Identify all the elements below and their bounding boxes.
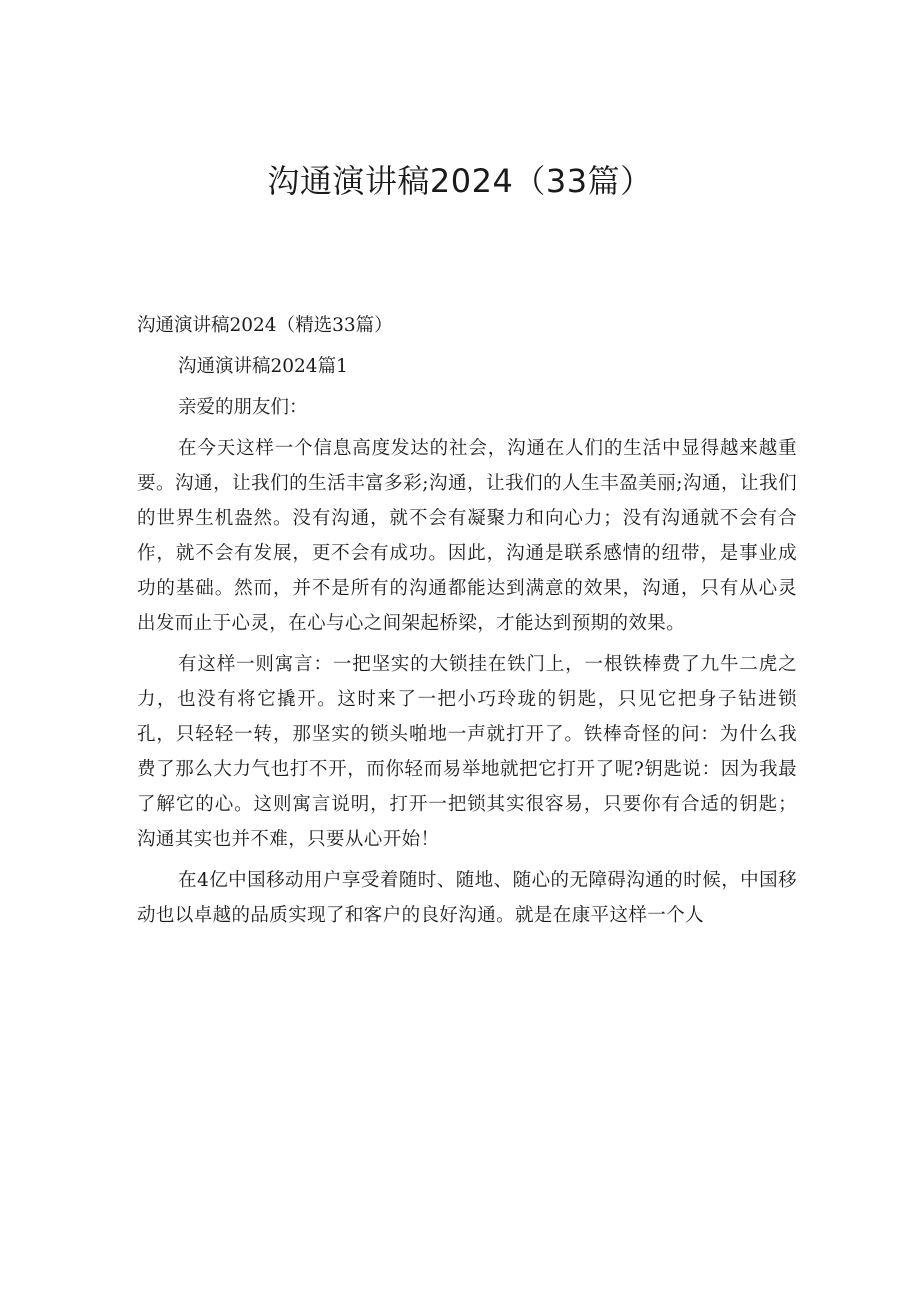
document-title: 沟通演讲稿2024（33篇） [267, 162, 653, 200]
paragraph-3: 在4亿中国移动用户享受着随时、随地、随心的无障碍沟通的时候，中国移动也以卓越的品质实现了和客户的良好沟通。就是在康平这样一个人 [137, 870, 797, 926]
paragraph-2: 有这样一则寓言：一把坚实的大锁挂在铁门上，一根铁棒费了九牛二虎之力，也没有将它撬开。这时来了一把小巧玲珑的钥匙，只见它把身子钻进锁孔，只轻轻一转，那坚实的锁头啪地一声就打开了。铁棒奇怪的问：为什么我费了那么大力气也打不开，而你轻而易举地就把它打开了呢?钥匙说：因为我最了解它的心。这则寓言说明，打开一把锁其实很容易，只要你有合适的钥匙；沟通其实也并不难，只要从心开始！ [137, 654, 797, 850]
greeting: 亲爱的朋友们： [178, 397, 308, 418]
document-body [137, 308, 797, 939]
document-subtitle: 沟通演讲稿2024（精选33篇） [137, 315, 393, 336]
paragraph-1: 在今天这样一个信息高度发达的社会，沟通在人们的生活中显得越来越重要。沟通，让我们的生活丰富多彩;沟通，让我们的人生丰盈美丽;沟通，让我们的世界生机盎然。没有沟通，就不会有凝聚力和向心力；没有沟通就不会有合作，就不会有发展，更不会有成功。因此，沟通是联系感情的纽带，是事业成功的基础。然而，并不是所有的沟通都能达到满意的效果，沟通，只有从心灵出发而止于心灵，在心与心之间架起桥梁，才能达到预期的效果。 [137, 438, 797, 634]
section-heading: 沟通演讲稿2024篇1 [178, 356, 348, 377]
